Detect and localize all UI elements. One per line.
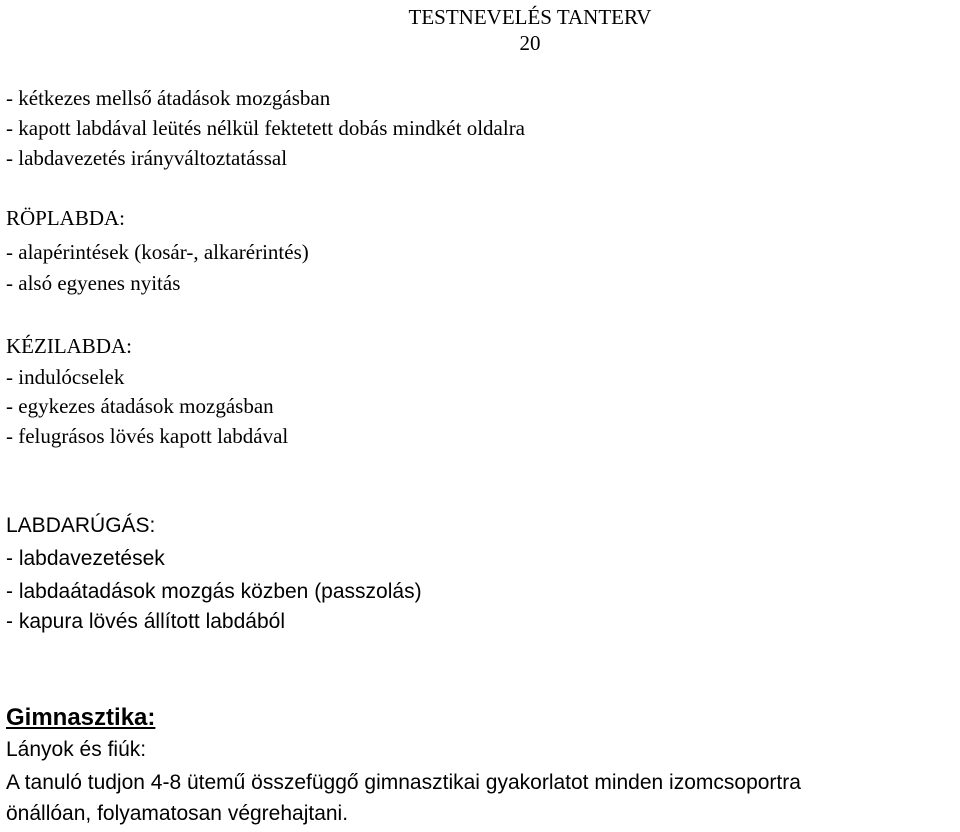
roplabda-item: - alapérintések (kosár-, alkarérintés)	[6, 240, 309, 264]
gimnasztika-text-line: önállóan, folyamatosan végrehajtani.	[6, 802, 349, 825]
gimnasztika-heading: Gimnasztika:	[6, 704, 156, 731]
labdarugas-item: - kapura lövés állított labdából	[6, 610, 285, 633]
roplabda-title: RÖPLABDA:	[6, 206, 126, 230]
page-number: 20	[519, 31, 541, 55]
roplabda-item: - alsó egyenes nyitás	[6, 271, 181, 295]
header-title: TESTNEVELÉS TANTERV	[408, 5, 652, 29]
gimnasztika-text-line: A tanuló tudjon 4-8 ütemű összefüggő gimnasztikai gyakorlatot minden izomcsoportra	[6, 771, 801, 794]
gimnasztika-subtitle: Lányok és fiúk:	[6, 738, 147, 761]
kezilabda-title: KÉZILABDA:	[6, 334, 132, 358]
labdarugas-title: LABDARÚGÁS:	[6, 514, 156, 537]
kezilabda-item: - egykezes átadások mozgásban	[6, 394, 274, 418]
intro-item: - labdavezetés irányváltoztatással	[6, 146, 288, 170]
kezilabda-item: - indulócselek	[6, 365, 125, 389]
intro-item: - kapott labdával leütés nélkül fektetett dobás mindkét oldalra	[6, 116, 526, 140]
labdarugas-item: - labdavezetések	[6, 547, 165, 570]
kezilabda-item: - felugrásos lövés kapott labdával	[6, 424, 289, 448]
intro-item: - kétkezes mellső átadások mozgásban	[6, 86, 331, 110]
page-header	[380, 4, 680, 56]
labdarugas-item: - labdaátadások mozgás közben (passzolás)	[6, 580, 422, 603]
